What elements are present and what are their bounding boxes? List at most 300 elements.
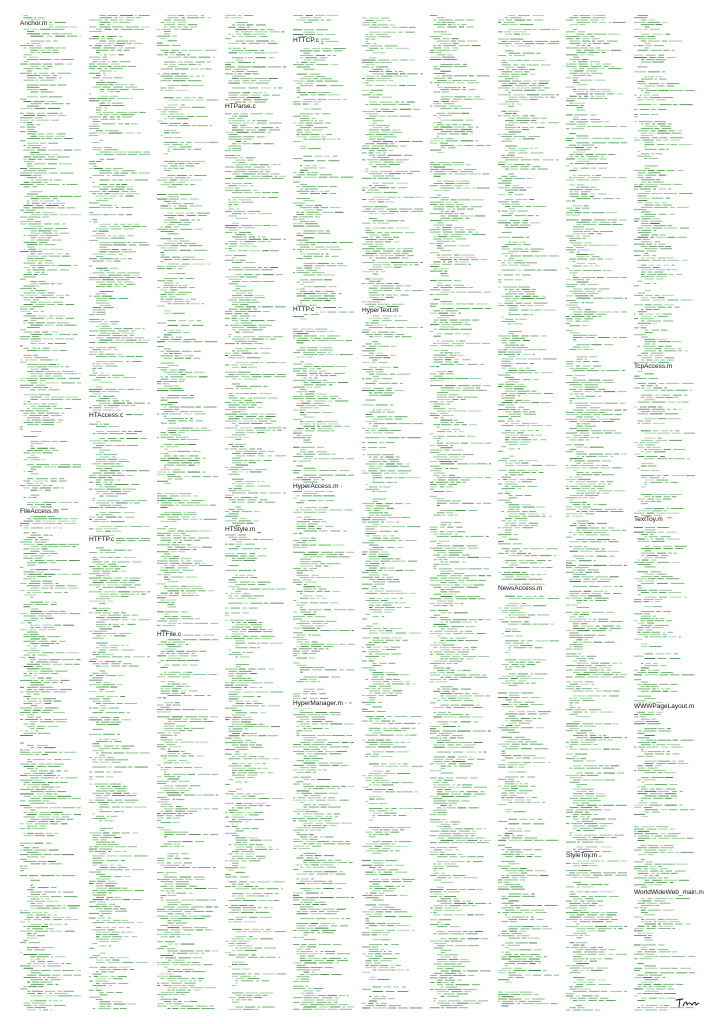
code-token bbox=[31, 611, 43, 612]
code-token bbox=[257, 449, 262, 450]
code-token bbox=[169, 846, 173, 847]
code-token bbox=[100, 911, 113, 912]
code-token bbox=[161, 997, 165, 998]
code-token bbox=[124, 335, 127, 336]
code-token bbox=[100, 915, 104, 916]
code-token bbox=[234, 854, 239, 855]
code-token bbox=[206, 911, 213, 912]
code-token bbox=[164, 774, 170, 775]
code-token bbox=[179, 370, 186, 371]
code-token bbox=[94, 168, 103, 169]
code-token bbox=[118, 983, 128, 984]
code-token bbox=[293, 158, 302, 159]
code-token bbox=[93, 712, 103, 713]
code-token bbox=[31, 549, 41, 550]
code-token bbox=[173, 460, 186, 461]
code-token bbox=[89, 918, 96, 919]
code-token bbox=[119, 22, 130, 23]
code-token bbox=[31, 120, 34, 121]
code-token bbox=[307, 254, 320, 255]
code-token bbox=[97, 363, 101, 364]
code-token bbox=[205, 50, 217, 51]
code-token bbox=[250, 374, 260, 375]
code-token bbox=[38, 136, 44, 137]
code-token bbox=[229, 334, 232, 335]
code-token bbox=[232, 518, 237, 519]
code-token bbox=[27, 671, 38, 672]
code-token bbox=[102, 920, 110, 921]
code-token bbox=[251, 320, 265, 321]
code-token bbox=[243, 325, 257, 326]
code-token bbox=[31, 705, 38, 706]
code-token bbox=[96, 493, 100, 494]
code-token bbox=[270, 421, 276, 422]
code-token bbox=[202, 76, 205, 77]
code-token bbox=[267, 132, 271, 133]
code-token bbox=[306, 125, 313, 126]
code-token bbox=[35, 673, 38, 674]
code-token bbox=[33, 759, 45, 760]
code-token bbox=[164, 33, 170, 34]
code-token bbox=[247, 775, 257, 776]
code-token bbox=[89, 601, 102, 602]
code-token bbox=[51, 812, 63, 813]
code-token bbox=[164, 52, 168, 53]
code-token bbox=[340, 242, 353, 243]
code-token bbox=[175, 411, 177, 412]
code-token bbox=[44, 574, 56, 575]
code-token bbox=[168, 196, 179, 197]
code-token bbox=[175, 479, 183, 480]
code-token bbox=[121, 811, 124, 812]
code-token bbox=[169, 528, 176, 529]
code-token bbox=[125, 123, 130, 124]
code-token bbox=[297, 338, 308, 339]
code-token bbox=[107, 391, 119, 392]
code-token bbox=[165, 567, 174, 568]
code-token bbox=[172, 45, 181, 46]
code-token bbox=[24, 549, 30, 550]
code-token bbox=[178, 292, 191, 293]
code-token bbox=[27, 565, 35, 566]
code-token bbox=[67, 207, 75, 208]
code-token bbox=[168, 719, 182, 720]
code-token bbox=[157, 611, 164, 612]
code-token bbox=[168, 684, 171, 685]
code-token bbox=[48, 343, 53, 344]
code-token bbox=[36, 45, 41, 46]
code-token bbox=[20, 127, 25, 128]
code-token bbox=[109, 650, 119, 651]
code-token bbox=[47, 560, 54, 561]
code-token bbox=[67, 36, 77, 37]
code-token bbox=[132, 562, 142, 563]
code-token bbox=[41, 424, 54, 425]
code-token bbox=[232, 400, 242, 401]
code-token bbox=[54, 833, 59, 834]
code-token bbox=[168, 590, 179, 591]
code-token bbox=[173, 268, 175, 269]
code-token bbox=[236, 840, 248, 841]
code-token bbox=[168, 760, 177, 761]
code-token bbox=[36, 180, 49, 181]
code-token bbox=[164, 483, 171, 484]
code-token bbox=[27, 963, 32, 964]
code-token bbox=[314, 123, 324, 124]
code-token bbox=[31, 682, 42, 683]
code-token bbox=[38, 343, 45, 344]
code-token bbox=[179, 430, 188, 431]
code-token bbox=[100, 589, 102, 590]
code-token bbox=[161, 737, 167, 738]
code-token bbox=[182, 257, 195, 258]
code-token bbox=[157, 474, 164, 475]
code-token bbox=[232, 817, 245, 818]
code-token bbox=[229, 997, 236, 998]
code-token bbox=[180, 588, 190, 589]
code-token bbox=[56, 787, 60, 788]
code-token bbox=[320, 78, 332, 79]
code-token bbox=[236, 919, 242, 920]
code-token bbox=[176, 651, 184, 652]
code-token bbox=[100, 17, 113, 18]
code-token bbox=[31, 678, 35, 679]
code-token bbox=[229, 279, 242, 280]
code-token bbox=[28, 249, 36, 250]
code-token bbox=[96, 988, 99, 989]
code-token bbox=[99, 849, 113, 850]
code-token bbox=[225, 67, 235, 68]
code-token bbox=[242, 353, 253, 354]
code-token bbox=[225, 248, 227, 249]
code-token bbox=[234, 638, 245, 639]
code-token bbox=[245, 782, 248, 783]
code-token bbox=[175, 163, 177, 164]
code-token bbox=[27, 518, 31, 519]
code-token bbox=[89, 117, 101, 118]
code-token bbox=[176, 437, 189, 438]
code-token bbox=[257, 123, 267, 124]
code-token bbox=[24, 228, 37, 229]
code-token bbox=[183, 512, 185, 513]
code-token bbox=[190, 199, 200, 200]
code-token bbox=[34, 1000, 47, 1001]
code-token bbox=[181, 517, 190, 518]
code-token bbox=[101, 123, 115, 124]
code-token bbox=[38, 293, 46, 294]
code-token bbox=[188, 320, 194, 321]
code-token bbox=[131, 226, 140, 227]
code-token bbox=[113, 335, 123, 336]
code-token bbox=[52, 682, 57, 683]
code-token bbox=[182, 50, 188, 51]
code-token bbox=[225, 167, 235, 168]
code-token bbox=[171, 890, 175, 891]
code-token bbox=[181, 505, 193, 506]
code-token bbox=[32, 655, 35, 656]
code-token bbox=[24, 733, 37, 734]
code-token bbox=[293, 182, 300, 183]
code-token bbox=[168, 990, 171, 991]
code-token bbox=[118, 123, 123, 124]
code-token bbox=[67, 819, 73, 820]
code-lines-3 bbox=[157, 14, 219, 1012]
code-token bbox=[232, 808, 234, 809]
code-token bbox=[107, 617, 121, 618]
code-token bbox=[59, 528, 61, 529]
code-token bbox=[100, 615, 107, 616]
code-token bbox=[181, 693, 185, 694]
code-token bbox=[40, 360, 53, 361]
code-token bbox=[52, 406, 56, 407]
code-token bbox=[240, 518, 247, 519]
code-token bbox=[111, 941, 118, 942]
code-token bbox=[31, 810, 36, 811]
code-token bbox=[103, 635, 107, 636]
code-token bbox=[161, 437, 174, 438]
code-token bbox=[102, 59, 107, 60]
code-token bbox=[252, 300, 257, 301]
code-token bbox=[169, 114, 174, 115]
code-token bbox=[111, 114, 119, 115]
code-token bbox=[119, 459, 127, 460]
code-token bbox=[259, 327, 266, 328]
code-token bbox=[232, 577, 244, 578]
code-token bbox=[103, 835, 116, 836]
code-token bbox=[171, 781, 176, 782]
code-token bbox=[258, 213, 272, 214]
code-token bbox=[194, 927, 208, 928]
code-token bbox=[55, 931, 62, 932]
code-token bbox=[39, 242, 47, 243]
code-token bbox=[37, 745, 49, 746]
code-token bbox=[329, 298, 335, 299]
code-token bbox=[24, 675, 32, 676]
code-token bbox=[104, 719, 110, 720]
code-token bbox=[24, 115, 36, 116]
code-token bbox=[120, 908, 126, 909]
code-token bbox=[41, 311, 44, 312]
code-token bbox=[113, 66, 127, 67]
code-token bbox=[38, 954, 50, 955]
code-token bbox=[194, 372, 205, 373]
code-token bbox=[24, 242, 38, 243]
code-token bbox=[254, 511, 259, 512]
code-token bbox=[89, 98, 96, 99]
code-token bbox=[297, 270, 304, 271]
code-token bbox=[68, 544, 79, 545]
code-token bbox=[107, 585, 121, 586]
code-token bbox=[96, 200, 108, 201]
code-token bbox=[126, 414, 132, 415]
code-token bbox=[183, 719, 188, 720]
code-token bbox=[100, 526, 113, 527]
code-token bbox=[243, 560, 255, 561]
code-token bbox=[230, 812, 235, 813]
code-token bbox=[121, 594, 135, 595]
code-token bbox=[24, 866, 27, 867]
code-token bbox=[140, 438, 147, 439]
code-token bbox=[323, 347, 332, 348]
code-token bbox=[304, 22, 313, 23]
code-token bbox=[24, 553, 37, 554]
code-token bbox=[41, 399, 50, 400]
code-token bbox=[96, 256, 103, 257]
code-token bbox=[171, 339, 181, 340]
code-token bbox=[169, 388, 182, 389]
code-token bbox=[100, 809, 102, 810]
code-token bbox=[297, 174, 306, 175]
code-token bbox=[254, 225, 261, 226]
code-token bbox=[258, 421, 268, 422]
code-token bbox=[157, 802, 168, 803]
code-token bbox=[96, 50, 108, 51]
code-token bbox=[225, 388, 233, 389]
code-token bbox=[161, 50, 169, 51]
code-token bbox=[31, 455, 35, 456]
code-token bbox=[27, 194, 38, 195]
code-token bbox=[168, 303, 172, 304]
code-token bbox=[24, 286, 36, 287]
code-token bbox=[307, 214, 313, 215]
code-token bbox=[269, 847, 273, 848]
code-token bbox=[93, 61, 98, 62]
code-token bbox=[93, 166, 97, 167]
code-token bbox=[24, 595, 36, 596]
code-token bbox=[45, 383, 58, 384]
code-token bbox=[169, 414, 181, 415]
code-token bbox=[66, 777, 77, 778]
code-token bbox=[271, 164, 277, 165]
code-token bbox=[203, 719, 207, 720]
code-token bbox=[39, 228, 42, 229]
code-token bbox=[89, 321, 102, 322]
code-token bbox=[250, 414, 258, 415]
code-token bbox=[50, 535, 53, 536]
code-token bbox=[229, 854, 233, 855]
code-token bbox=[112, 398, 117, 399]
code-token bbox=[161, 918, 169, 919]
code-token bbox=[270, 643, 283, 644]
code-token bbox=[180, 964, 190, 965]
code-token bbox=[100, 270, 103, 271]
code-token bbox=[157, 472, 167, 473]
code-token bbox=[237, 808, 243, 809]
code-token bbox=[275, 455, 286, 456]
code-token bbox=[36, 666, 42, 667]
code-token bbox=[122, 251, 136, 252]
code-token bbox=[74, 664, 79, 665]
code-token bbox=[97, 902, 105, 903]
code-token bbox=[250, 673, 257, 674]
code-token bbox=[168, 57, 181, 58]
code-token bbox=[304, 156, 312, 157]
code-token bbox=[166, 900, 179, 901]
code-token bbox=[93, 701, 102, 702]
code-token bbox=[127, 224, 132, 225]
code-token bbox=[134, 224, 139, 225]
code-token bbox=[195, 623, 208, 624]
code-token bbox=[35, 703, 43, 704]
code-token bbox=[31, 191, 43, 192]
code-token bbox=[100, 198, 102, 199]
code-token bbox=[111, 521, 125, 522]
code-token bbox=[166, 815, 173, 816]
code-token bbox=[246, 893, 251, 894]
code-token bbox=[161, 667, 168, 668]
code-token bbox=[164, 285, 174, 286]
code-token bbox=[242, 281, 249, 282]
code-token bbox=[24, 572, 35, 573]
code-token bbox=[174, 858, 180, 859]
code-token bbox=[157, 625, 160, 626]
code-token bbox=[20, 360, 23, 361]
code-token bbox=[232, 71, 235, 72]
code-token bbox=[248, 796, 255, 797]
code-token bbox=[27, 122, 33, 123]
code-token bbox=[41, 546, 47, 547]
code-token bbox=[258, 325, 272, 326]
code-token bbox=[168, 462, 180, 463]
code-token bbox=[125, 807, 132, 808]
code-token bbox=[24, 703, 33, 704]
code-token bbox=[236, 898, 246, 899]
code-token bbox=[133, 656, 145, 657]
code-token bbox=[242, 83, 254, 84]
code-token bbox=[112, 936, 122, 937]
code-token bbox=[27, 896, 39, 897]
code-token bbox=[34, 689, 37, 690]
code-token bbox=[45, 618, 53, 619]
code-token bbox=[163, 574, 170, 575]
code-token bbox=[89, 573, 100, 574]
code-token bbox=[31, 339, 41, 340]
code-token bbox=[93, 498, 96, 499]
code-token bbox=[93, 443, 106, 444]
code-token bbox=[229, 469, 240, 470]
code-token bbox=[103, 440, 108, 441]
code-token bbox=[26, 210, 36, 211]
code-token bbox=[30, 413, 36, 414]
code-token bbox=[244, 680, 255, 681]
code-token bbox=[192, 653, 194, 654]
code-token bbox=[170, 551, 176, 552]
code-token bbox=[96, 844, 102, 845]
code-token bbox=[173, 201, 176, 202]
code-token bbox=[42, 549, 48, 550]
code-token bbox=[24, 459, 28, 460]
code-token bbox=[96, 466, 109, 467]
code-token bbox=[192, 476, 201, 477]
code-token bbox=[100, 853, 106, 854]
code-token bbox=[52, 917, 65, 918]
code-token bbox=[89, 352, 98, 353]
code-token bbox=[113, 978, 123, 979]
code-token bbox=[168, 105, 179, 106]
code-token bbox=[168, 607, 176, 608]
code-token bbox=[173, 733, 180, 734]
code-token bbox=[24, 604, 34, 605]
code-token bbox=[182, 841, 192, 842]
code-token bbox=[109, 235, 111, 236]
code-token bbox=[89, 779, 93, 780]
code-token bbox=[97, 375, 109, 376]
code-token bbox=[20, 691, 24, 692]
code-token bbox=[319, 371, 326, 372]
code-token bbox=[239, 277, 244, 278]
code-token bbox=[229, 83, 240, 84]
code-token bbox=[247, 558, 258, 559]
